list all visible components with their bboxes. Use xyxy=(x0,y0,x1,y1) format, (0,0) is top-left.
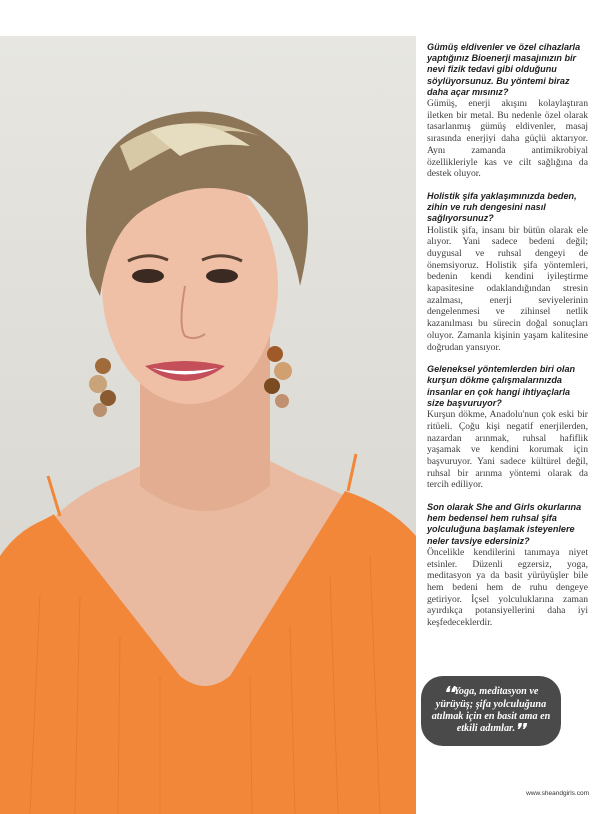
question-3: Geleneksel yöntemlerden biri olan kurşun dökme çalışmalarınızda insanlar en çok hangi ihtiyaçlarla size başvuruyor? xyxy=(427,364,576,408)
question-4: Son olarak She and Girls okurlarına hem bedensel hem ruhsal şifa yolculuğuna başlamak isteyenlere neler tavsiye edersiniz? xyxy=(427,502,582,546)
portrait-illustration xyxy=(0,36,416,814)
question-2: Holistik şifa yaklaşımınızda beden, zihin ve ruh dengesini nasıl sağlıyorsunuz? xyxy=(427,190,577,224)
footer-url: www.sheandgirls.com xyxy=(526,790,589,797)
close-quote-icon: ❜❜ xyxy=(515,721,526,739)
question-1: Gümüş eldivenler ve özel cihazlarla yaptığınız Bioenerji masajınızın bir nevi fizik tedavi gibi olduğunu söylüyorsunuz. Bu yöntemi biraz daha açar mısınız? xyxy=(427,42,581,97)
pull-quote xyxy=(421,676,561,746)
pull-quote-text: Yoga, meditasyon ve yürüyüş; şifa yolculuğuna atılmak için en basit ama en etkili adımlar. xyxy=(431,686,551,734)
answer-2: Holistik şifa, insanı bir bütün olarak ele alıyor. Yani sadece bedeni değil; duygusal ve ruhsal dengeyi de önemsiyoruz. Holistik şifa yöntemleri, bedenin kendi kendini iyileştirme kapasitesine odaklandığından stresin azalması, enerji seviyelerinin dengelenmesi ve zihinsel netlik kazanılması bu sürecin doğal sonuçları oluyor. Zamanla kişinin yaşam kalitesine doğrudan yansıyor. xyxy=(427,224,588,353)
portrait-photo xyxy=(0,36,416,814)
answer-4: Öncelikle kendilerini tanımaya niyet etsinler. Düzenli egzersiz, yoga, meditasyon ya da basit yürüyüşler bile hem bedeni hem de ruhu dengeye getiriyor. İçsel yolculuklarına zaman ayırdıkça potansiyellerini daha iyi keşfedeceklerdir. xyxy=(427,546,588,629)
earring-left-icon xyxy=(89,358,116,417)
answer-1: Gümüş, enerji akışını kolaylaştıran iletken bir metal. Bu nedenle özel olarak tasarlanmış gümüş eldivenler, masaj sırasında enerjiyi daha güçlü aktarıyor. Aynı zamanda antimikrobiyal özellikleriyle kas ve cilt sağlığına da destek oluyor. xyxy=(427,98,588,180)
open-quote-icon: ❛❛ xyxy=(443,685,454,703)
interview-column xyxy=(427,42,588,640)
answer-3: Kurşun dökme, Anadolu'nun çok eski bir ritüeli. Çoğu kişi negatif enerjilerden, nazardan arınmak, ruhsal hafiflik yaşamak ve kendini korumak için başvuruyor. Yani sadece kültürel değil, ruhsal bir arınma yöntemi olarak da tercih ediliyor. xyxy=(427,409,588,491)
